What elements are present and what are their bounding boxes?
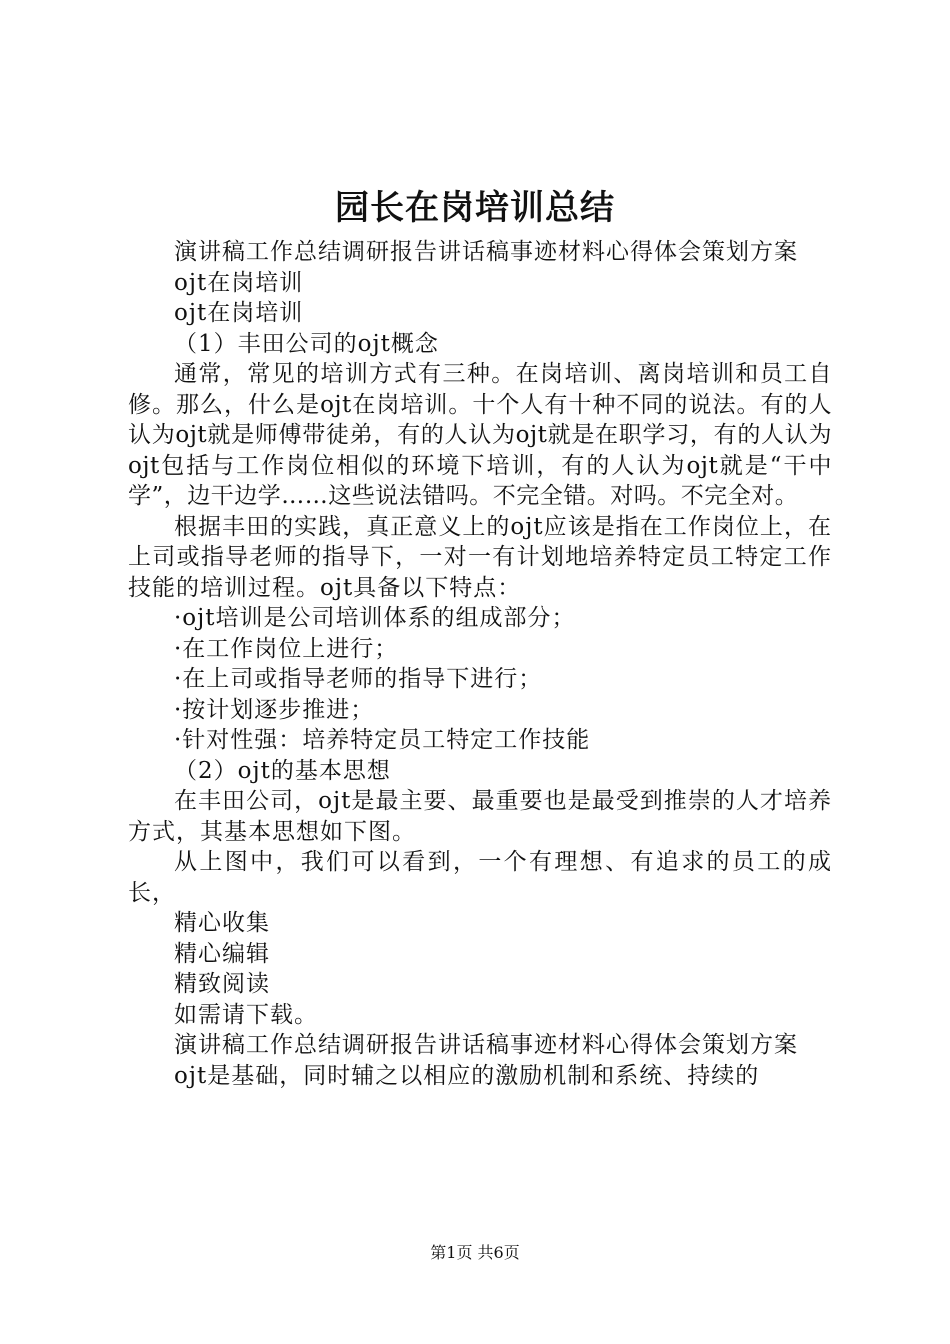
- document-body: [128, 237, 832, 1091]
- paragraph: 演讲稿工作总结调研报告讲话稿事迹材料心得体会策划方案: [174, 1032, 798, 1058]
- paragraph: 如需请下载。: [174, 1001, 318, 1028]
- bullet-item: ·在工作岗位上进行；: [174, 635, 399, 662]
- paragraph: 精心收集: [174, 910, 270, 936]
- bullet-item: ·ojt培训是公司培训体系的组成部分；: [174, 605, 576, 631]
- bullet-item: ·针对性强：培养特定员工特定工作技能: [174, 727, 591, 753]
- paragraph: 在丰田公司，ojt是最主要、最重要也是最受到推崇的人才培养方式，其基本思想如下图。: [128, 788, 832, 845]
- paragraph: 通常，常见的培训方式有三种。在岗培训、离岗培训和员工自修。那么，什么是ojt在岗培训。十个人有十种不同的说法。有的人认为ojt就是师傅带徒弟，有的人认为ojt就是在职学习，有的人认为ojt包括与工作岗位相似的环境下培训，有的人认为ojt就是“干中学”，边干边学……这些说法错吗。不完全错。对吗。不完全对。: [128, 361, 832, 509]
- paragraph: ojt在岗培训: [174, 300, 304, 326]
- page-number: 第1页 共6页: [430, 1243, 520, 1262]
- paragraph: 精致阅读: [174, 971, 270, 997]
- bullet-item: ·在上司或指导老师的指导下进行；: [174, 666, 543, 692]
- section-heading: （2）ojt的基本思想: [174, 757, 391, 784]
- bullet-item: ·按计划逐步推进；: [174, 696, 375, 723]
- paragraph: 从上图中，我们可以看到，一个有理想、有追求的员工的成长，: [128, 849, 832, 906]
- section-heading: （1）丰田公司的ojt概念: [174, 330, 439, 357]
- document-title: 园长在岗培训总结: [335, 188, 615, 228]
- paragraph: 精心编辑: [174, 940, 270, 967]
- paragraph: 演讲稿工作总结调研报告讲话稿事迹材料心得体会策划方案: [174, 239, 798, 265]
- paragraph: 根据丰田的实践，真正意义上的ojt应该是指在工作岗位上，在上司或指导老师的指导下，一对一有计划地培养特定员工特定工作技能的培训过程。ojt具备以下特点：: [128, 513, 832, 601]
- paragraph: ojt是基础，同时辅之以相应的激励机制和系统、持续的: [174, 1062, 760, 1089]
- paragraph: ojt在岗培训: [174, 269, 304, 296]
